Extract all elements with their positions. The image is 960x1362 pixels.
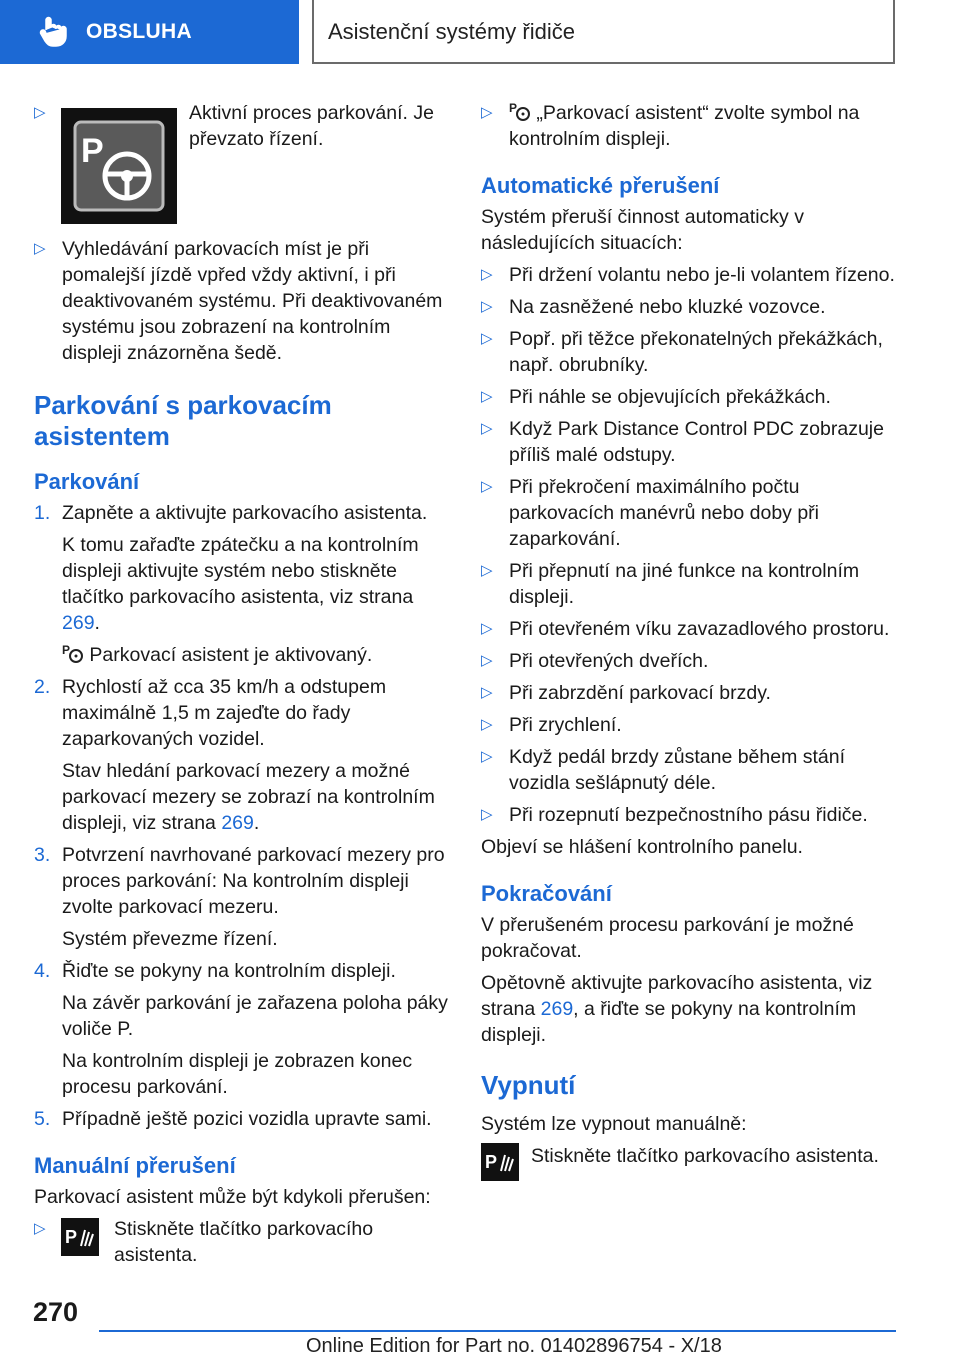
svg-text:P: P	[65, 1227, 78, 1247]
bullet-triangle-icon: ▷	[481, 388, 493, 405]
step-item	[34, 1106, 450, 1132]
list-item-text: Při zrychlení.	[509, 714, 622, 736]
bullet-triangle-icon: ▷	[481, 330, 493, 347]
list-item-text: Když pedál brzdy zůstane během stání vozidla sešlápnutý déle.	[509, 746, 846, 794]
bullet-triangle-icon: ▷	[481, 620, 493, 637]
manual-bullet-text: Stiskněte tlačítko parkovacího asistenta.	[114, 1218, 374, 1266]
paragraph	[481, 970, 901, 1048]
left-column	[34, 100, 450, 1274]
bullet-triangle-icon: ▷	[34, 1220, 46, 1237]
subsection-heading: Automatické přerušení	[481, 173, 720, 198]
off-button-text: Stiskněte tlačítko parkovacího asistenta.	[531, 1145, 879, 1167]
list-item	[481, 802, 901, 828]
subsection-heading: Pokračování	[481, 881, 612, 906]
list-item-text: Při držení volantu nebo je-li volantem řízeno.	[509, 264, 895, 286]
list-item	[34, 1216, 450, 1268]
list-item-text: Při zabrzdění parkovací brzdy.	[509, 682, 771, 704]
section-label: OBSLUHA	[86, 20, 192, 43]
bullet-triangle-icon: ▷	[481, 298, 493, 315]
bullet-triangle-icon: ▷	[481, 104, 493, 121]
svg-text:P: P	[81, 132, 104, 170]
step-text: Řiďte se pokyny na kontrolním displeji.	[62, 960, 396, 982]
chapter-header	[312, 0, 895, 64]
paragraph: Objeví se hlášení kontrolního panelu.	[481, 836, 803, 858]
section-heading: Parkování s parkovacím asistentem	[34, 390, 332, 451]
hand-icon	[36, 14, 70, 48]
step-item	[34, 842, 450, 920]
step-status	[34, 642, 450, 668]
bullet-triangle-icon: ▷	[481, 478, 493, 495]
section-heading: Vypnutí	[481, 1070, 576, 1100]
step-item	[34, 500, 450, 526]
paragraph: V přerušeném procesu parkování je možné pokračovat.	[481, 914, 854, 962]
chapter-title: Asistenční systémy řidiče	[328, 19, 575, 44]
paragraph: Systém lze vypnout manuálně:	[481, 1113, 747, 1135]
step-detail: K tomu zařaďte zpátečku a na kontrolním displeji aktivujte systém nebo stiskněte tlačítko parkovacího asistenta, viz strana 269.	[62, 534, 419, 634]
bullet-triangle-icon: ▷	[481, 806, 493, 823]
auto-interruption-list	[481, 262, 901, 828]
step-detail: Stav hledání parkovací mezery a možné parkovací mezery se zobrazí na kontrolním displeji, viz strana 269.	[62, 760, 435, 834]
list-item-text: Při otevřeném víku zavazadlového prostoru.	[509, 618, 890, 640]
step-detail: Na kontrolním displeji je zobrazen konec procesu parkování.	[62, 1050, 413, 1098]
step-detail-text: Stav hledání parkovací mezery a možné parkovací mezery se zobrazí na kontrolním displeji, viz strana	[62, 760, 435, 834]
list-item	[481, 100, 901, 152]
list-item	[481, 384, 901, 410]
list-item	[481, 558, 901, 610]
search-info-text: Vyhledávání parkovacích míst je při pomalejší jízdě vpřed vždy aktivní, i při deaktivovaném systému. Při deaktivovaném systému jsou zobrazení na kontrolním displeji znázorněna šedě.	[62, 238, 443, 364]
paragraph: Systém přeruší činnost automaticky v následujících situacích:	[481, 206, 804, 254]
step-number: 3.	[34, 844, 51, 866]
edition-text: Online Edition for Part no. 01402896754 - X/18	[306, 1335, 722, 1357]
list-item-text: Při otevřených dveřích.	[509, 650, 709, 672]
list-item	[481, 326, 901, 378]
step-detail-text: K tomu zařaďte zpátečku a na kontrolním displeji aktivujte systém nebo stiskněte tlačítko parkovacího asistenta, viz strana	[62, 534, 419, 608]
parking-assist-button-icon	[61, 1218, 99, 1256]
list-item	[481, 474, 901, 552]
bullet-triangle-icon: ▷	[481, 684, 493, 701]
bullet-triangle-icon: ▷	[481, 420, 493, 437]
step-item	[34, 674, 450, 752]
bullet-triangle-icon: ▷	[481, 716, 493, 733]
step-number: 4.	[34, 960, 51, 982]
svg-text:P: P	[485, 1152, 498, 1172]
select-symbol-text: „Parkovací asistent“ zvolte symbol na kontrolním displeji.	[509, 102, 860, 150]
list-item	[481, 416, 901, 468]
step-text: Rychlostí až cca 35 km/h a odstupem maximálně 1,5 m zajeďte do řady zaparkovaných vozidel.	[62, 676, 387, 750]
intro-text: Aktivní proces parkování. Je převzato řízení.	[189, 102, 434, 150]
step-item	[34, 958, 450, 984]
step-number: 1.	[34, 502, 51, 524]
right-column	[481, 100, 901, 1187]
parking-assist-button-icon	[481, 1143, 519, 1181]
list-item-text: Když Park Distance Control PDC zobrazuje příliš malé odstupy.	[509, 418, 884, 466]
list-item	[481, 712, 901, 738]
status-text: Parkovací asistent je aktivovaný.	[89, 644, 373, 666]
step-number: 2.	[34, 676, 51, 698]
list-item	[34, 100, 450, 230]
paragraph-text: , a řiďte se pokyny na kontrolním displeji.	[481, 998, 857, 1046]
list-item-text: Popř. při těžce překonatelných překážkách, např. obrubníky.	[509, 328, 883, 376]
list-item	[481, 680, 901, 706]
list-item-text: Při přepnutí na jiné funkce na kontrolním displeji.	[509, 560, 860, 608]
parking-assist-icon	[62, 642, 84, 664]
list-item-text: Při překročení maximálního počtu parkovacích manévrů nebo doby při zaparkování.	[509, 476, 820, 550]
page-link[interactable]: 269	[540, 998, 574, 1020]
list-item	[34, 236, 450, 366]
step-text: Potvrzení navrhované parkovací mezery pro proces parkování: Na kontrolním displeji zvolte parkovací mezeru.	[62, 844, 445, 918]
step-text: Zapněte a aktivujte parkovacího asistenta.	[62, 502, 428, 524]
list-item-text: Při náhle se objevujících překážkách.	[509, 386, 831, 408]
footer-divider	[99, 1330, 896, 1332]
paragraph: Parkovací asistent může být kdykoli přerušen:	[34, 1186, 431, 1208]
step-detail: Systém převezme řízení.	[62, 928, 278, 950]
bullet-triangle-icon: ▷	[481, 652, 493, 669]
step-text: Případně ještě pozici vozidla upravte sami.	[62, 1108, 432, 1130]
section-tab	[0, 0, 299, 64]
bullet-triangle-icon: ▷	[481, 562, 493, 579]
list-item	[481, 744, 901, 796]
step-detail: Na závěr parkování je zařazena poloha páky voliče P.	[62, 992, 448, 1040]
list-item	[481, 294, 901, 320]
bullet-triangle-icon: ▷	[34, 104, 46, 121]
svg-text:P: P	[509, 101, 518, 115]
bullet-triangle-icon: ▷	[481, 748, 493, 765]
bullet-triangle-icon: ▷	[481, 266, 493, 283]
list-item	[481, 616, 901, 642]
active-parking-steering-icon	[61, 108, 177, 224]
step-number: 5.	[34, 1108, 51, 1130]
parking-assist-icon	[509, 100, 531, 122]
svg-text:P: P	[62, 643, 71, 657]
page-number: 270	[33, 1297, 79, 1327]
subsection-heading: Parkování	[34, 469, 140, 494]
list-item-text: Na zasněžené nebo kluzké vozovce.	[509, 296, 826, 318]
list-item-text: Při rozepnutí bezpečnostního pásu řidiče.	[509, 804, 868, 826]
list-item	[481, 262, 901, 288]
bullet-triangle-icon: ▷	[34, 240, 46, 257]
subsection-heading: Manuální přerušení	[34, 1153, 236, 1178]
button-instruction	[481, 1143, 901, 1187]
page-link[interactable]: 269	[62, 612, 95, 634]
paragraph-text: Opětovně aktivujte parkovacího asistenta, viz strana	[481, 972, 873, 1020]
page-link[interactable]: 269	[221, 812, 254, 834]
list-item	[481, 648, 901, 674]
